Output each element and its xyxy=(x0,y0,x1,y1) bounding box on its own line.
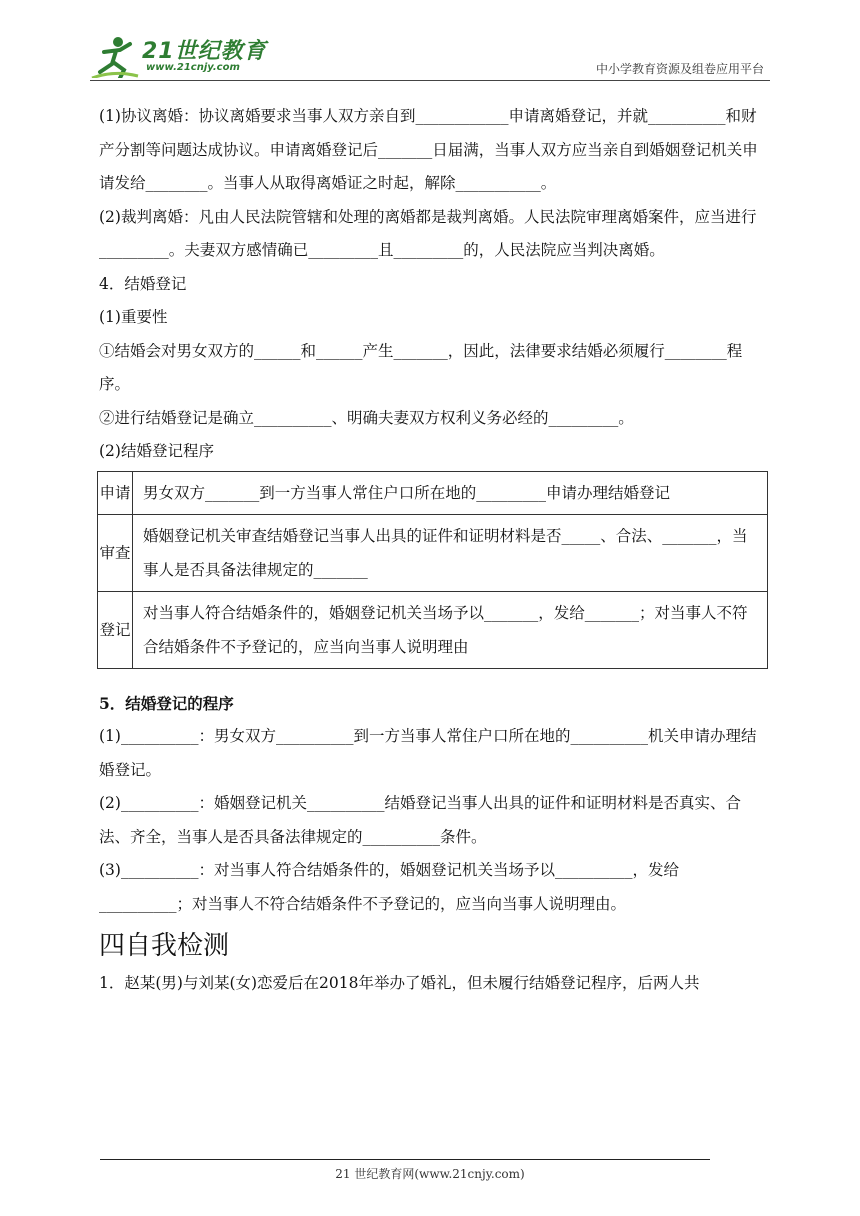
section-4-title: 4．结婚登记 xyxy=(99,274,187,293)
table-value: 男女双方_______到一方当事人常住户口所在地的_________申请办理结婚登记 xyxy=(133,471,768,514)
paragraph-divorce-agreement: (1)协议离婚：协议离婚要求当事人双方亲自到____________申请离婚登记，并就__________和财产分割等问题达成协议。申请离婚登记后_______日届满，当事人双方应当亲自到婚姻登记机关申请发给________。当事人从取得离婚证之时起，解除___________。 xyxy=(99,107,758,192)
platform-label: 中小学教育资源及组卷应用平台 xyxy=(595,62,764,76)
page-header xyxy=(90,30,770,80)
section-5-title: 5．结婚登记的程序 xyxy=(99,693,234,713)
table-key: 审查 xyxy=(98,514,133,591)
section-5-item-1: (1)__________：男女双方__________到一方当事人常住户口所在地的__________机关申请办理结婚登记。 xyxy=(99,727,757,779)
paragraph-divorce-judicial: (2)裁判离婚：凡由人民法院管辖和处理的离婚都是裁判离婚。人民法院审理离婚案件，应当进行_________。夫妻双方感情确已_________且_________的，人民法院应当判决离婚。 xyxy=(99,207,757,259)
footer-divider xyxy=(100,1159,710,1160)
header-divider xyxy=(90,80,770,81)
section-4-procedure: (2)结婚登记程序 xyxy=(99,442,214,460)
logo-text: 21世纪教育 xyxy=(142,39,267,64)
importance-item-2: ②进行结婚登记是确立__________、明确夫妻双方权利义务必经的_________。 xyxy=(99,408,634,427)
marriage-registration-table xyxy=(97,471,768,669)
section-5-item-3: (3)__________：对当事人符合结婚条件的，婚姻登记机关当场予以__________，发给__________；对当事人不符合结婚条件不予登记的，应当向当事人说明理由。 xyxy=(99,861,679,913)
section-4-importance: (1)重要性 xyxy=(99,308,168,326)
runner-logo-icon xyxy=(90,34,140,78)
site-logo[interactable] xyxy=(90,34,290,78)
table-row xyxy=(98,591,768,668)
importance-item-1: ①结婚会对男女双方的______和______产生_______，因此，法律要求结婚必须履行________程序。 xyxy=(99,341,743,393)
table-row xyxy=(98,471,768,514)
logo-url: www.21cnjy.com xyxy=(146,62,240,73)
table-key: 登记 xyxy=(98,591,133,668)
self-check-heading: 四自我检测 xyxy=(99,931,230,961)
table-key: 申请 xyxy=(98,471,133,514)
table-value: 婚姻登记机关审查结婚登记当事人出具的证件和证明材料是否_____、合法、_______，当事人是否具备法律规定的_______ xyxy=(133,514,768,591)
question-1: 1．赵某(男)与刘某(女)恋爱后在2018年举办了婚礼，但未履行结婚登记程序，后两人共 xyxy=(99,974,700,992)
spacer xyxy=(99,669,764,687)
document-body xyxy=(99,100,764,1001)
table-value: 对当事人符合结婚条件的，婚姻登记机关当场予以_______，发给_______；对当事人不符合结婚条件不予登记的，应当向当事人说明理由 xyxy=(133,591,768,668)
table-row xyxy=(98,514,768,591)
page-footer[interactable]: 21 世纪教育网(www.21cnjy.com) xyxy=(335,1167,525,1181)
section-5-item-2: (2)__________：婚姻登记机关__________结婚登记当事人出具的证件和证明材料是否真实、合法、齐全，当事人是否具备法律规定的__________条件。 xyxy=(99,794,741,846)
